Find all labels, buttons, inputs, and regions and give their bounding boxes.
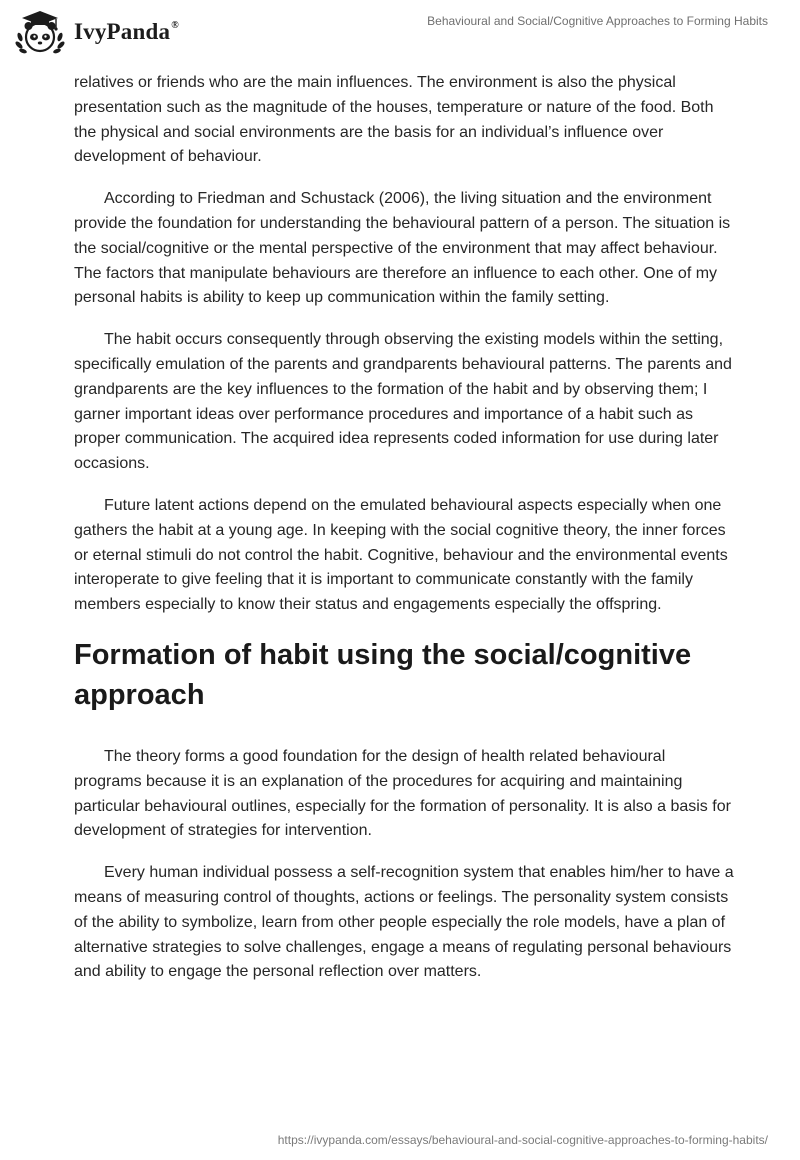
document-title: Behavioural and Social/Cognitive Approaches to Forming Habits [427, 14, 768, 28]
paragraph-continued: relatives or friends who are the main influences. The environment is also the physical presentation such as the magnitude of the houses, temperature or nature of the food. Both the physical and social environments are the basis for an individual’s influence over development of behaviour. [74, 74, 714, 166]
paragraph: Future latent actions depend on the emulated behavioural aspects especially when one gathers the habit at a young age. In keeping with the social cognitive theory, the inner forces or eternal stimuli do not control the habit. Cognitive, behaviour and the environmental events interoperate to give feeling that it is important to communicate constantly with the family members especially to know their status and engagements especially the offspring. [74, 496, 728, 614]
section-heading: Formation of habit using the social/cognitive approach [74, 638, 692, 711]
brand-name: IvyPanda® [74, 19, 179, 44]
paragraph: The theory forms a good foundation for the design of health related behavioural programs because it is an explanation of the procedures for acquiring and maintaining particular behavioural outlines, especially for the formation of personality. It is also a basis for development of strategies for intervention. [74, 747, 731, 840]
paragraph: The habit occurs consequently through observing the existing models within the setting, specifically emulation of the parents and grandparents behavioural patterns. The parents and grandparents are the key influences to the formation of the habit and by observing them; I garner important ideas over performance procedures and importance of a habit such as proper communication. The acquired idea represents coded information for use during later occasions. [74, 331, 732, 473]
paragraph: Every human individual possess a self-recognition system that enables him/her to have a means of measuring control of thoughts, actions or feelings. The personality system consists of the ability to symbolize, learn from other people especially the role models, have a plan of alternative strategies to solve challenges, engage a means of regulating personal behaviours and ability to engage the personal reflection over matters. [74, 864, 734, 981]
essay-body [74, 71, 734, 1002]
paragraph: According to Friedman and Schustack (2006), the living situation and the environment provide the foundation for understanding the behavioural pattern of a person. The situation is the social/cognitive or the mental perspective of the environment that may affect behaviour. The factors that manipulate behaviours are therefore an influence to each other. One of my personal habits is ability to keep up communication within the family setting. [74, 190, 731, 307]
source-url[interactable]: https://ivypanda.com/essays/behavioural-and-social-cognitive-approaches-to-forming-habits/ [277, 1133, 768, 1147]
ivypanda-logo[interactable] [14, 8, 179, 56]
page-header [0, 0, 800, 66]
panda-graduate-icon [14, 9, 66, 55]
